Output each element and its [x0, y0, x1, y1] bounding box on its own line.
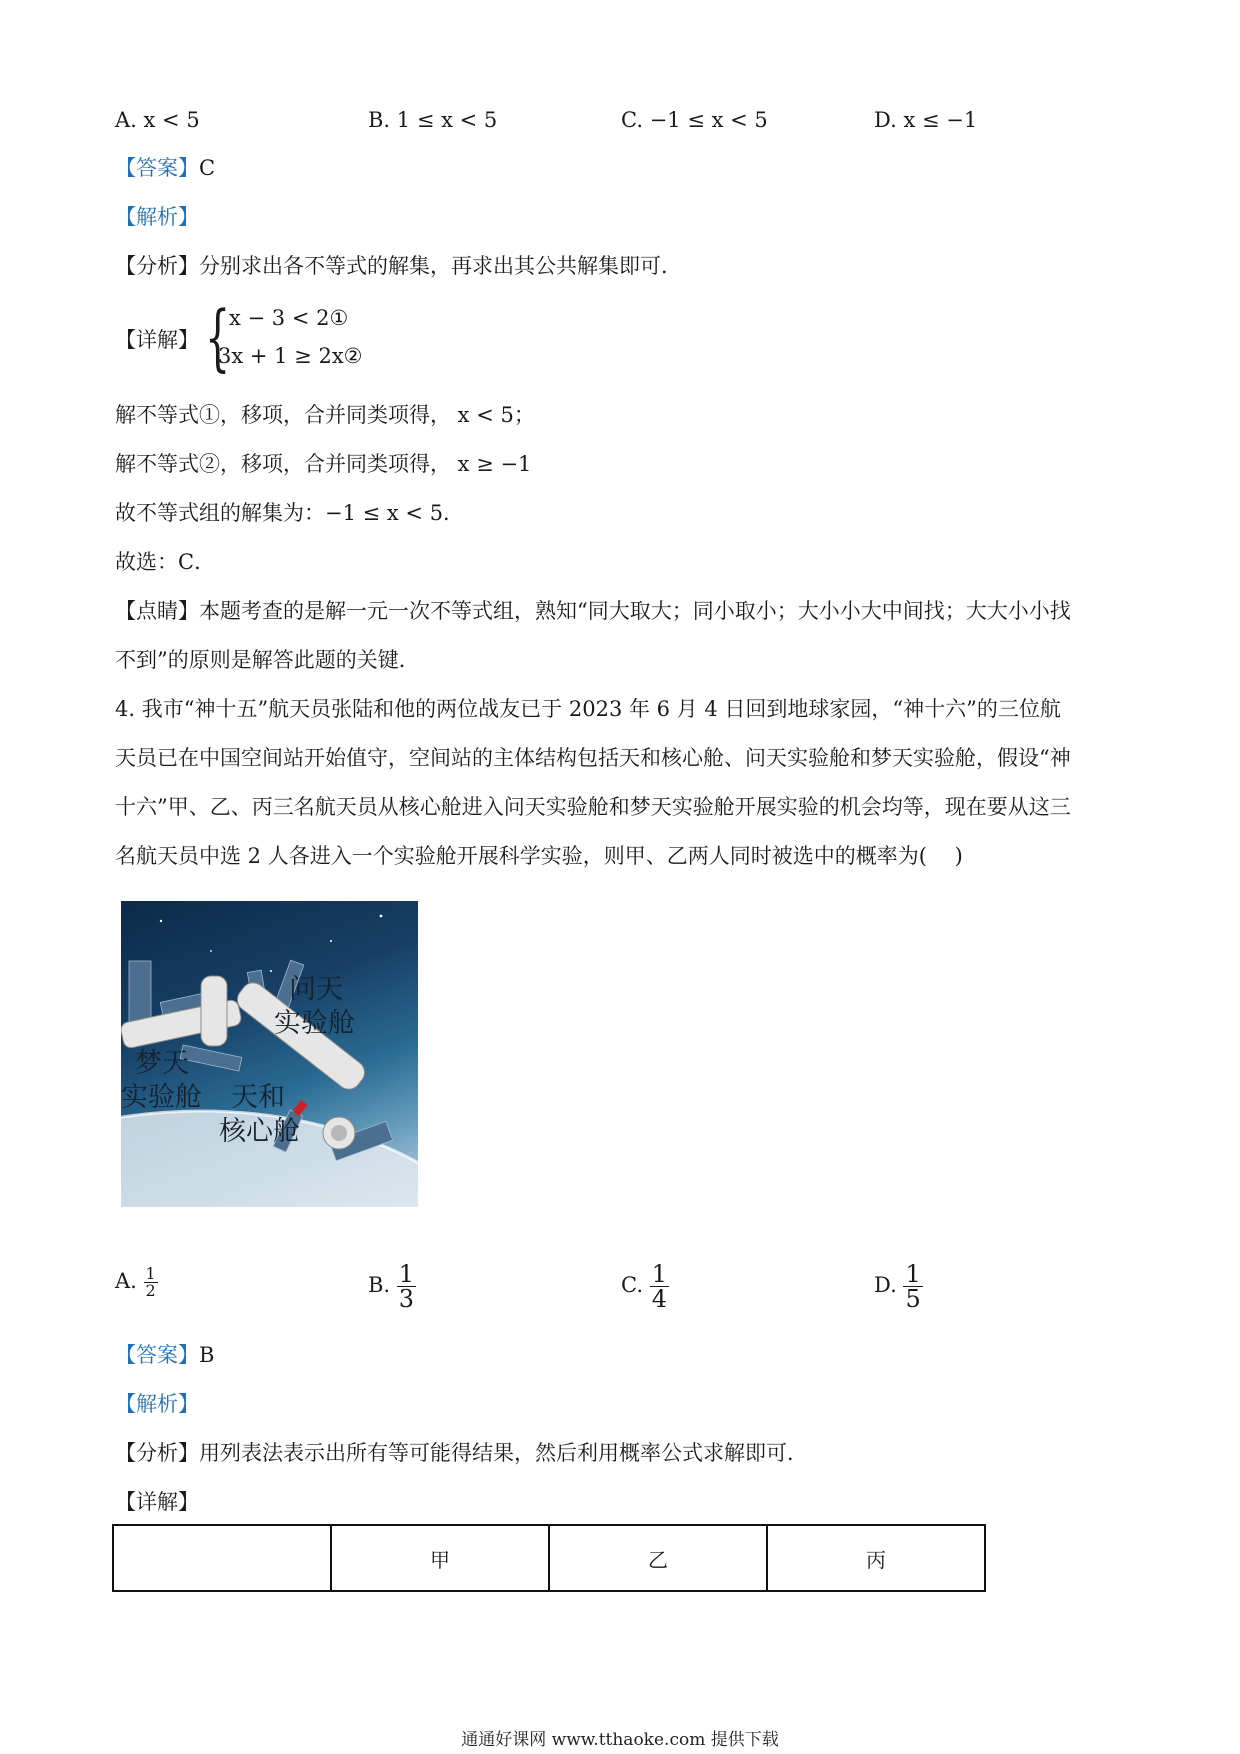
label-tianhe-1: 天和 [231, 1082, 285, 1113]
table-row [113, 1525, 985, 1591]
q4-fenxi: 【分析】用列表法表示出所有等可能得结果，然后利用概率公式求解即可． [115, 1441, 808, 1465]
answer-tag: 【答案】 [115, 1343, 199, 1367]
denominator: 5 [905, 1285, 921, 1313]
space-station-image [121, 901, 418, 1207]
q3-dianjing-1: 【点睛】本题考查的是解一元一次不等式组，熟知“同大取大；同小取小；大小小大中间找；大大小小找 [115, 599, 1071, 623]
option-b [368, 105, 497, 135]
option-c [621, 105, 768, 135]
q3-fenxi: 【分析】分别求出各不等式的解集，再求出其公共解集即可． [115, 254, 682, 278]
q4-analysis-tag: 【解析】 [115, 1392, 199, 1416]
q4-stem-3: 十六”甲、乙、丙三名航天员从核心舱进入问天实验舱和梦天实验舱开展实验的机会均等，现在要从这三 [115, 795, 1071, 819]
option-letter: D. [874, 1273, 897, 1297]
q4-answer [115, 1340, 214, 1370]
q4-detail-tag: 【详解】 [115, 1490, 199, 1514]
q4-option-a [115, 1266, 158, 1299]
option-letter: B. [368, 1273, 391, 1297]
q3-answer [115, 153, 215, 183]
option-expr: −1 ≤ x < 5 [649, 108, 768, 132]
numerator: 1 [145, 1264, 156, 1283]
denominator: 3 [398, 1285, 415, 1313]
label-tianhe-2: 核心舱 [219, 1116, 300, 1147]
outcome-table [112, 1524, 986, 1592]
label-mengtian-1: 梦天 [135, 1048, 189, 1079]
brace-icon: { [205, 295, 231, 379]
option-letter: C. [621, 1273, 643, 1297]
detail-tag: 【详解】 [115, 328, 199, 352]
table-cell: 丙 [767, 1525, 985, 1591]
option-expr: x ≤ −1 [903, 108, 978, 132]
option-fraction [144, 1266, 158, 1299]
page-footer: 通通好课网 www.tthaoke.com 提供下载 [461, 1730, 779, 1750]
label-mengtian-2: 实验舱 [121, 1082, 202, 1113]
answer-value: B [199, 1343, 215, 1367]
table-cell [113, 1525, 331, 1591]
table-cell: 甲 [331, 1525, 549, 1591]
option-letter: D. [874, 108, 897, 132]
option-expr: 1 ≤ x < 5 [396, 108, 498, 132]
q4-option-d [874, 1262, 923, 1311]
numerator: 1 [398, 1260, 415, 1288]
option-fraction [903, 1262, 922, 1311]
option-letter: A. [115, 108, 137, 132]
system-line-1: x − 3 < 2① [229, 306, 349, 330]
system-line-2: 3x + 1 ≥ 2x② [218, 344, 363, 368]
option-letter: A. [115, 1269, 137, 1293]
q4-option-c [621, 1262, 669, 1311]
denominator: 4 [651, 1285, 667, 1313]
option-letter: B. [368, 108, 391, 132]
option-fraction [650, 1262, 669, 1311]
option-fraction [397, 1262, 416, 1311]
option-letter: C. [621, 108, 643, 132]
option-a [115, 105, 200, 135]
q4-option-b [368, 1262, 416, 1311]
q3-step-2: 解不等式②，移项，合并同类项得， x ≥ −1 [115, 452, 532, 476]
numerator: 1 [651, 1260, 667, 1288]
q3-dianjing-2: 不到”的原则是解答此题的关键． [115, 648, 420, 672]
q3-analysis-tag: 【解析】 [115, 205, 199, 229]
option-d [874, 105, 977, 135]
q3-step-1: 解不等式①，移项，合并同类项得， x < 5； [115, 403, 535, 427]
q4-stem-1: 4. 我市“神十五”航天员张陆和他的两位战友已于 2023 年 6 月 4 日回到地球家园，“神十六”的三位航 [115, 697, 1061, 721]
answer-value: C [199, 156, 216, 180]
q4-stem-4: 名航天员中选 2 人各进入一个实验舱开展科学实验，则甲、乙两人同时被选中的概率为( ) [115, 844, 963, 868]
label-wentian-1: 问天 [289, 974, 343, 1005]
table-cell: 乙 [549, 1525, 767, 1591]
answer-tag: 【答案】 [115, 156, 199, 180]
label-wentian-2: 实验舱 [274, 1008, 355, 1039]
numerator: 1 [905, 1260, 921, 1288]
option-expr: x < 5 [143, 108, 200, 132]
q3-step-3: 故不等式组的解集为：−1 ≤ x < 5． [115, 501, 465, 525]
denominator: 2 [145, 1281, 156, 1300]
q4-stem-2: 天员已在中国空间站开始值守，空间站的主体结构包括天和核心舱、问天实验舱和梦天实验舱，假设“神 [115, 746, 1071, 770]
q3-step-4: 故选：C． [115, 550, 216, 574]
